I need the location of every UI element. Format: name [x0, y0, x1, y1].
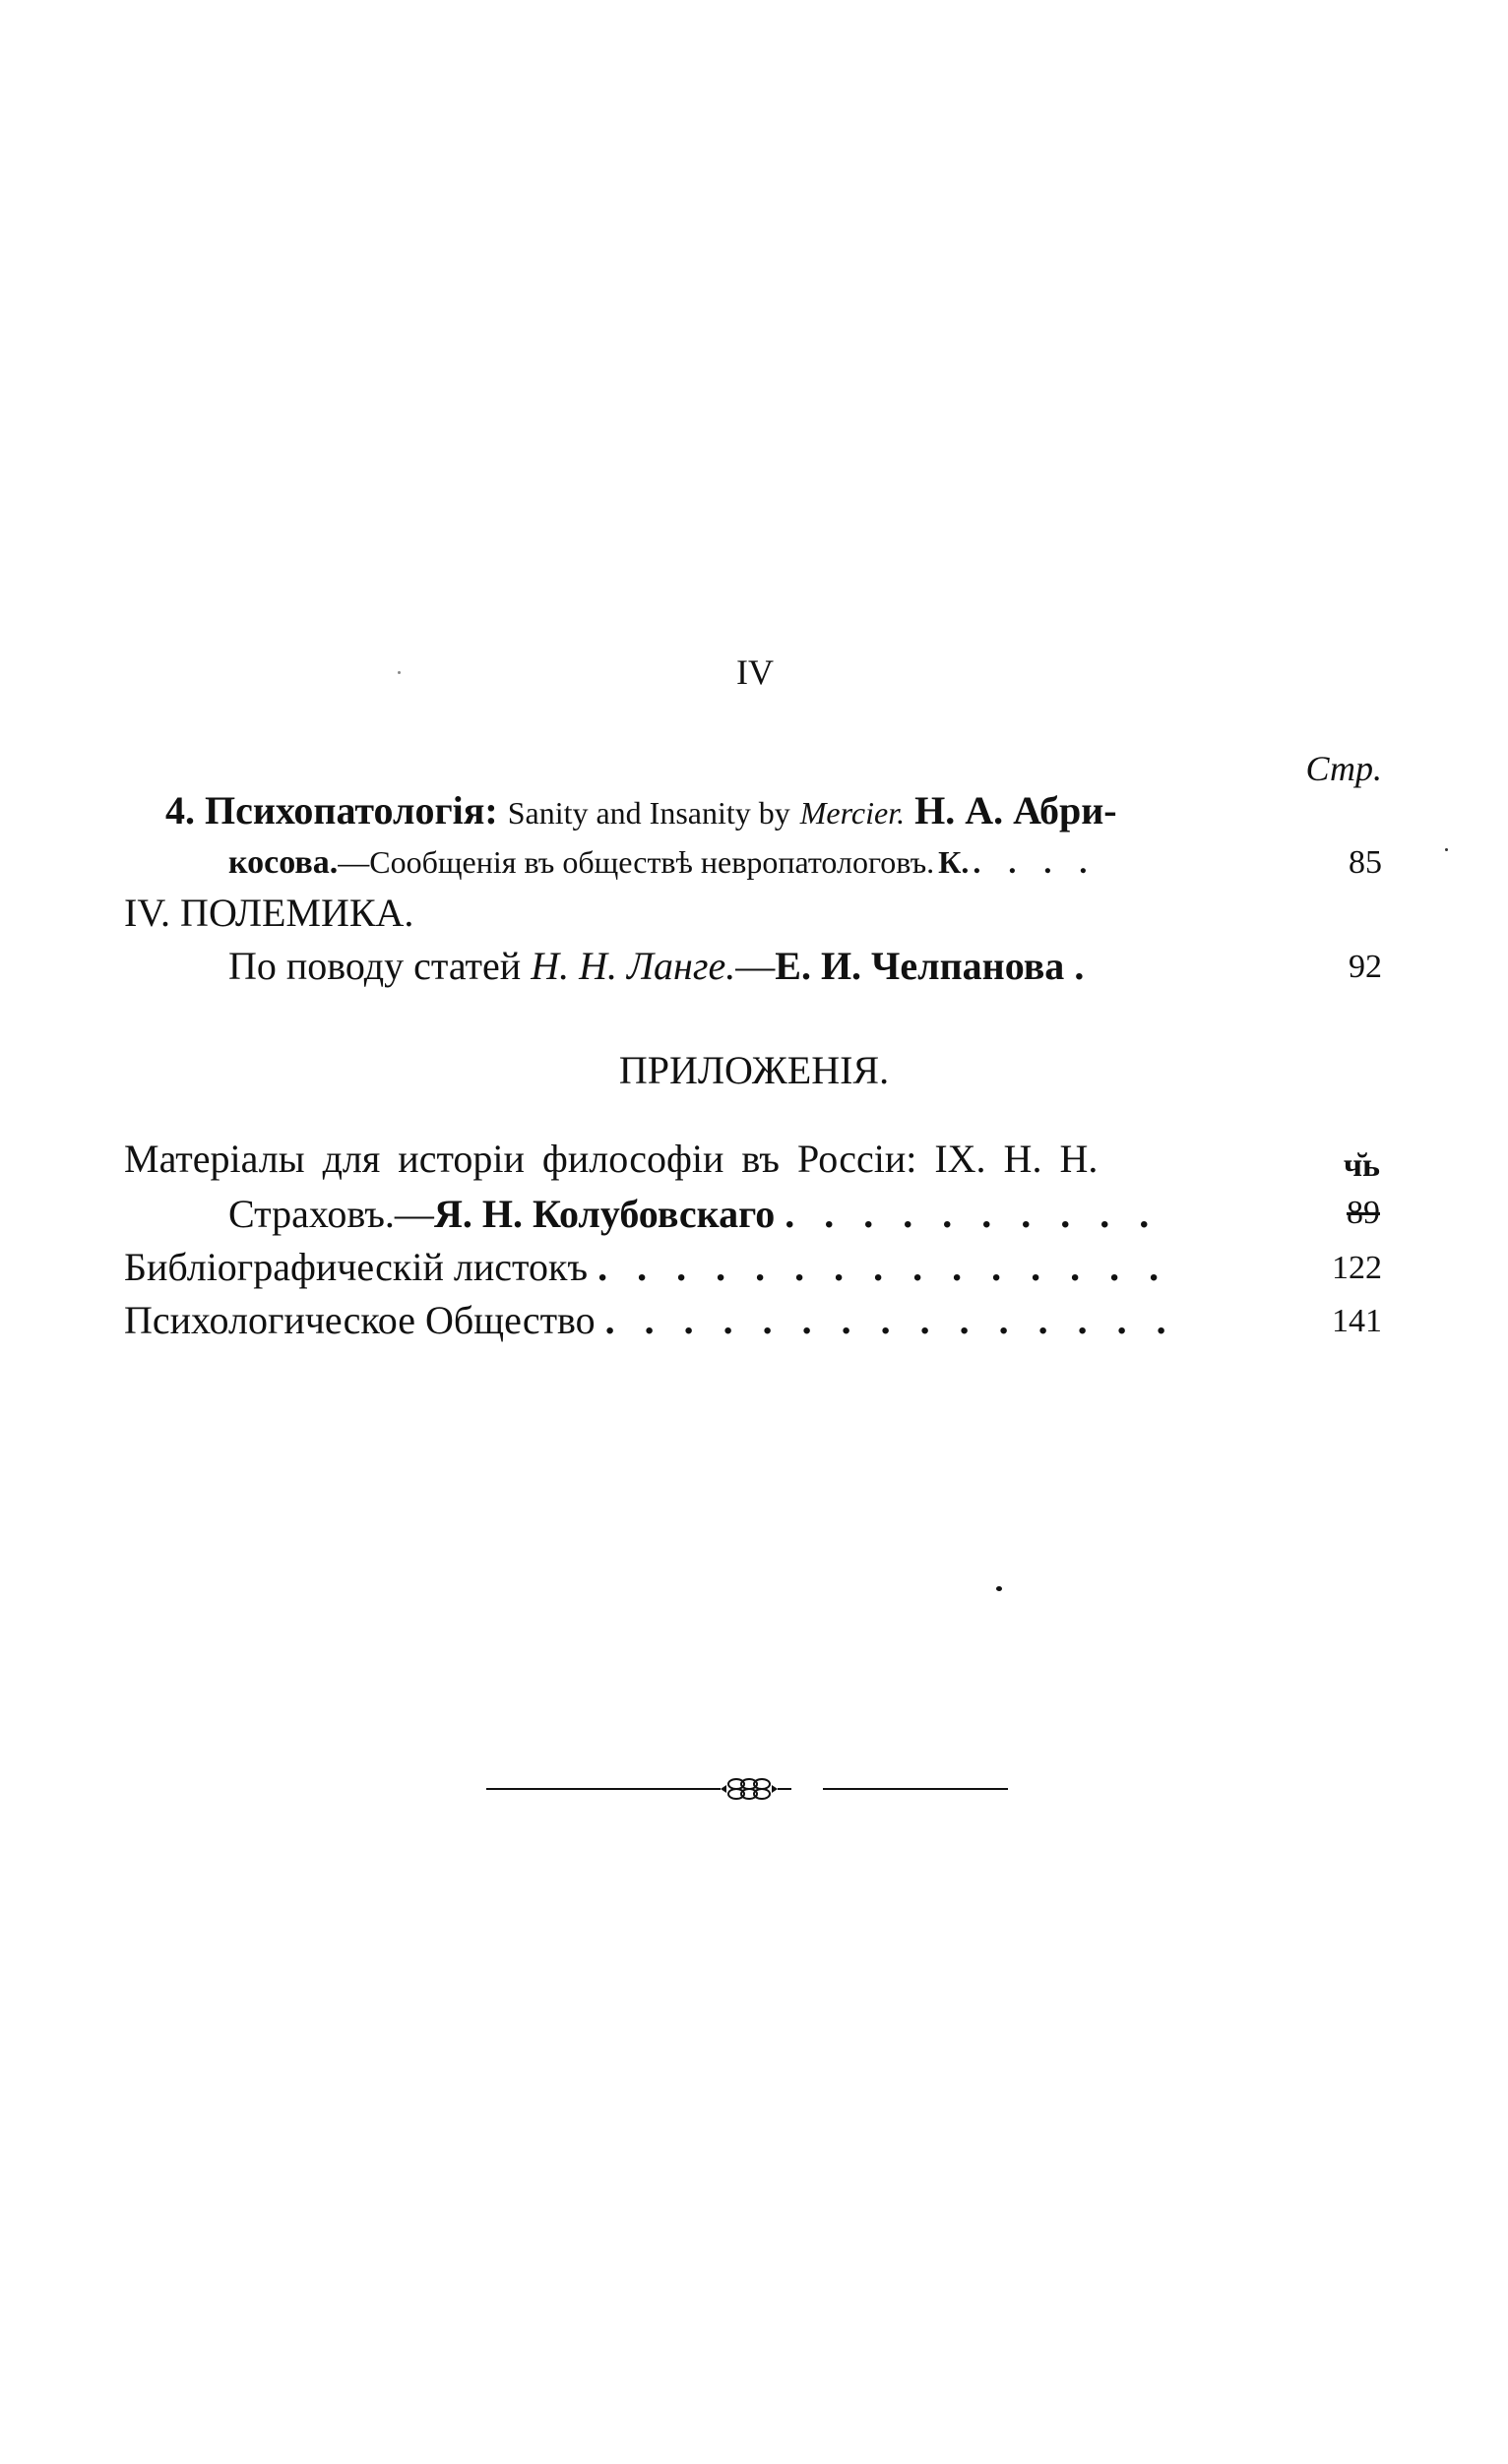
- toc-entry-materials: Матеріалы для исторіи философіи въ Россіи: IX. Н. Н.: [124, 1137, 1099, 1181]
- page-number-roman: IV: [736, 652, 774, 692]
- toc-entry-polemic: [228, 943, 1084, 989]
- toc-entry-psychopathology: [165, 787, 1117, 833]
- entry-title: По поводу статей: [228, 944, 522, 988]
- leader-dots: . . . . . . . . . .: [785, 1192, 1160, 1236]
- page-ref: 122: [1332, 1250, 1382, 1286]
- page-ref: 141: [1332, 1303, 1382, 1339]
- divider-left-line: [486, 1788, 711, 1790]
- ink-speck: [1445, 848, 1448, 851]
- entry-title: Sanity and Insanity by: [507, 795, 790, 831]
- page-ref: 92: [1349, 949, 1382, 985]
- entry-author: Я. Н. Колубовскаго: [433, 1192, 776, 1236]
- ink-speck: [996, 1586, 1002, 1591]
- entry-author: Mercier.: [799, 795, 906, 831]
- toc-entry-materials-line2: [228, 1191, 1159, 1237]
- entry-reviewer-cont: косова.: [228, 844, 339, 881]
- entry-number: 4.: [165, 788, 195, 832]
- divider-right-line: [823, 1788, 1008, 1790]
- entry-title: Психологическое Общество: [124, 1298, 596, 1342]
- entry-dash: —: [735, 944, 776, 988]
- toc-entry-psychopathology-line2: [228, 844, 1097, 882]
- leader-dots: .: [1074, 944, 1085, 988]
- toc-entry-bibliography: [124, 1244, 1168, 1290]
- entry-signature: К.: [938, 844, 970, 880]
- entry-reviewer: Е. И. Челпанова: [775, 944, 1065, 988]
- entry-title: Библіографическій листокъ: [124, 1245, 589, 1289]
- entry-reviewer: Н. А. Абри-: [914, 788, 1117, 832]
- page-ref-struck: 89: [1347, 1195, 1380, 1231]
- entry-subtitle: —Сообщенія въ обществѣ невропатологовъ.: [338, 844, 935, 880]
- leader-dots: . . . .: [973, 844, 1098, 880]
- column-label: Стр.: [1305, 749, 1382, 788]
- appendix-title: ПРИЛОЖЕНІЯ.: [618, 1048, 890, 1092]
- leader-dots: . . . . . . . . . . . . . . .: [597, 1245, 1169, 1289]
- section-heading-polemic: IV. ПОЛЕМИКА.: [124, 891, 414, 935]
- ornament-icon: [707, 1773, 791, 1805]
- page-ref: 85: [1349, 844, 1382, 881]
- entry-author: Н. Н. Ланге.: [531, 944, 736, 988]
- entry-subject: Страховъ.—: [228, 1192, 434, 1236]
- page-ref-correction: ч̆ь: [1343, 1147, 1380, 1184]
- toc-entry-society: [124, 1297, 1176, 1343]
- leader-dots: . . . . . . . . . . . . . . .: [604, 1298, 1176, 1342]
- ink-speck: [398, 671, 401, 674]
- entry-heading: Психопатологія:: [205, 788, 498, 832]
